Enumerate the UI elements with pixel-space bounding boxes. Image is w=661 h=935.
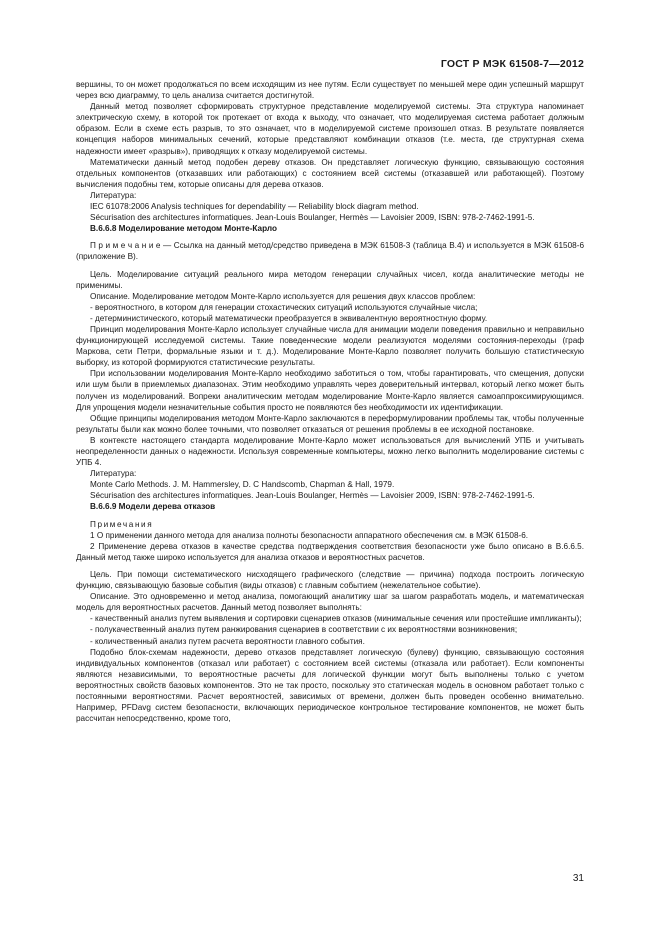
body-paragraph: 1 О применении данного метода для анализа полноты безопасности аппаратного обеспечения см. в МЭК 61508-6.: [90, 530, 529, 540]
body-paragraph: Литература:: [90, 190, 137, 200]
body-paragraph: Sécurisation des architectures informatiques. Jean-Louis Boulanger, Hermès — Lavoisier 2009, ISBN: 978-2-7462-1991-5.: [90, 491, 535, 501]
body-paragraph: Примечания: [90, 519, 154, 529]
body-paragraph: вершины, то он может продолжаться по всем исходящим из нее путям. Если существует по меньшей мере один успешный маршрут через всю диаграмму, то цель анализа считается достигнутой.: [76, 80, 584, 101]
body-paragraph: Общие принципы моделирования методом Монте-Карло заключаются в переформулировании проблемы так, чтобы полученные результаты были как можно более точными, что позволяет отказаться от решения проблемы в ее исходной постановке.: [76, 413, 584, 434]
body-paragraph: 2 Применение дерева отказов в качестве средства подтверждения соответствия безопасности уже было описано в B.6.6.5. Данный метод также широко используется для анализа отказов и вероятностных расчетов.: [76, 541, 584, 562]
body-paragraph: Описание. Моделирование методом Монте-Карло используется для решения двух классов проблем:: [90, 291, 476, 301]
body-paragraph: - качественный анализ путем выявления и сортировки сценариев отказов (минимальные сечения или простейшие импликанты);: [90, 614, 582, 624]
body-paragraph: Цель. Моделирование ситуаций реального мира методом генерации случайных чисел, когда аналитические методы не применимы.: [76, 269, 584, 290]
body-paragraph: Литература:: [90, 469, 137, 479]
note-label: П р и м е ч а н и е: [90, 241, 161, 251]
body-paragraph: [76, 240, 584, 262]
body-paragraph: - полукачественный анализ путем ранжирования сценариев в соответствии с их вероятностями возникновения;: [90, 625, 518, 635]
page-number: 31: [572, 873, 584, 884]
note-text: — Ссылка на данный метод/средство приведена в МЭК 61508-3 (таблица B.4) и используется в МЭК 61508-6 (приложение B).: [76, 241, 584, 262]
body-paragraph: Данный метод позволяет сформировать структурное представление моделируемой системы. Эта структура напоминает электрическую схему, в которой ток протекает от входа к выходу, что означает, что моделируемая система работает должным образом. Если в схеме есть разрыв, то это означает, что в моделируемой системе произошел отказ. В результате появляется концепция наборов минимальных сечений, которые представляют комбинации отказов (т.е. места, где структурная схема надежности имеет «разрыв»), приводящих к отказу моделируемой системы.: [76, 102, 584, 156]
body-paragraph: В контексте настоящего стандарта моделирование Монте-Карло может использоваться для вычислений УПБ и учитывать неопределенности данных о надежности. Используя современные компьютеры, можно легко выполнить моделирование системы с УПБ 4.: [76, 435, 584, 468]
document-header: ГОСТ Р МЭК 61508-7—2012: [440, 58, 584, 70]
body-paragraph: Цель. При помощи систематического нисходящего графического (следствие — причина) подхода построить логическую функцию, связывающую базовые события (виды отказов) с главным событием (нежелательное событие).: [76, 569, 584, 591]
body-paragraph: - количественный анализ путем расчета вероятности главного события.: [90, 636, 365, 646]
section-heading: B.6.6.8 Моделирование методом Монте-Карло: [90, 224, 277, 234]
body-paragraph: Sécurisation des architectures informatiques. Jean-Louis Boulanger, Hermès — Lavoisier 2009, ISBN: 978-2-7462-1991-5.: [90, 213, 535, 223]
body-paragraph: - детерминистического, который математически преобразуется в эквивалентную вероятностную форму.: [90, 313, 488, 323]
document-body: [76, 79, 584, 724]
body-paragraph: Принцип моделирования Монте-Карло использует случайные числа для анимации модели поведения правильно и неправильно функционирующей исследуемой системы. Такие поведенческие модели реализуются моделями состояния-переходы (граф Маркова, сети Петри, формальные языки и т. д.). Моделирование Монте-Карло позволяет получить большую статистическую выборку, из которой формируются статистические результаты.: [76, 324, 584, 368]
section-heading: B.6.6.9 Модели дерева отказов: [90, 502, 216, 512]
body-paragraph: При использовании моделирования Монте-Карло необходимо заботиться о том, чтобы гарантировать, что смещения, допуски или шум были в приемлемых диапазонах. Этим необходимо управлять через доверительный интервал, который легко может быть получен из моделирований. Вопреки аналитическим методам моделирование Монте-Карло является самоаппроксимирующимся. Для упрощения модели незначительные события просто не появляются без необходимости их идентификации.: [76, 369, 584, 412]
body-paragraph: - вероятностного, в котором для генерации стохастических ситуаций используются случайные числа;: [90, 302, 478, 312]
body-paragraph: Математически данный метод подобен дереву отказов. Он представляет логическую функцию, связывающую состояния отдельных компонентов (отказавших или работающих) с состоянием всей системы (отказавшей или работающей). Поэтому вычисления подобны тем, которые описаны для дерева отказов.: [76, 157, 584, 189]
body-paragraph: IEC 61078:2006 Analysis techniques for dependability — Reliability block diagram method.: [90, 202, 419, 212]
body-paragraph: Monte Carlo Methods. J. M. Hammersley, D. C Handscomb, Chapman & Hall, 1979.: [90, 480, 395, 490]
body-paragraph: Описание. Это одновременно и метод анализа, помогающий аналитику шаг за шагом разработать модель, и математическая модель для вероятностных расчетов. Данный метод позволяет выполнять:: [76, 592, 584, 613]
body-paragraph: Подобно блок-схемам надежности, дерево отказов представляет логическую (булеву) функцию, связывающую состояния индивидуальных компонентов (отказал или работает) с состоянием всей системы (отказала или работает). Если компоненты являются независимыми, то вероятностные расчеты для логической функции могут быть выполнены только с учетом вероятностных свойств базовых компонентов. Это не так просто, поскольку это статическая модель в основном работает только с постоянными вероятностями. Расчет вероятностей, зависимых от времени, должен быть проведен особенно внимательно. Например, PFDavg систем безопасности, включающих периодическое контрольное тестирование компонентов, не может быть рассчитан непосредственно, кроме того,: [76, 647, 584, 724]
